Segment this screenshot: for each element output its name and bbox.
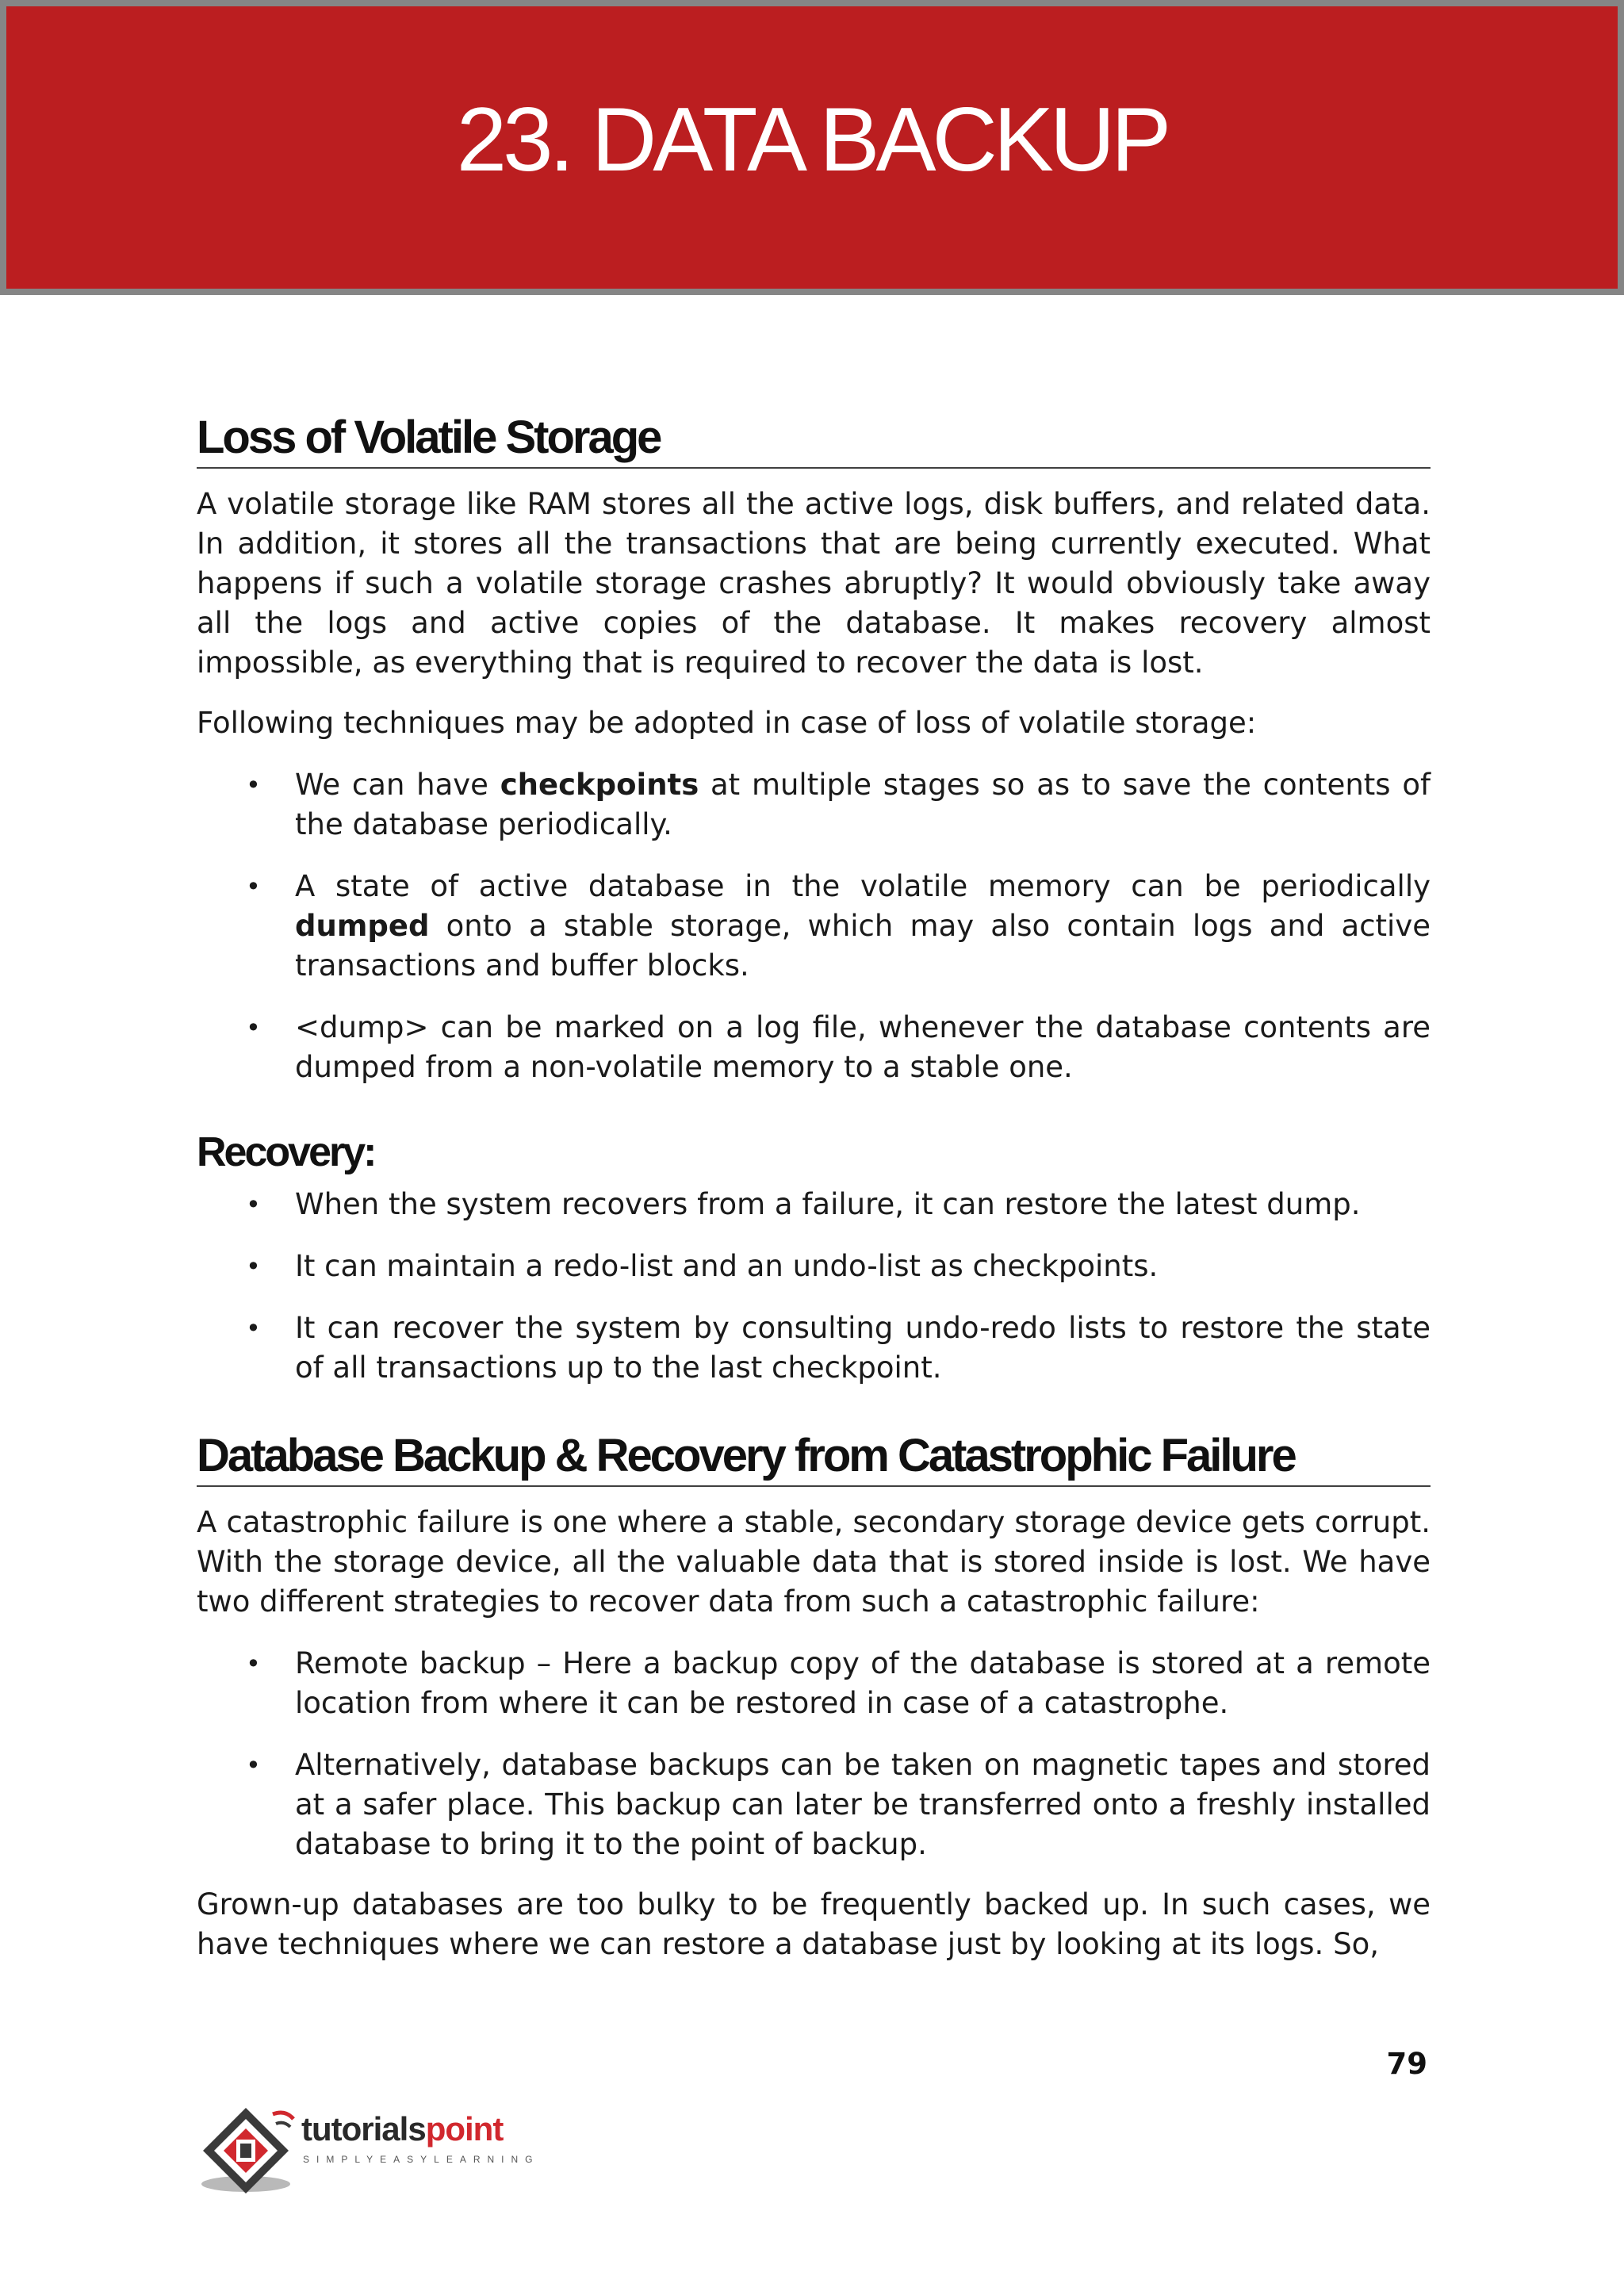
chapter-banner — [0, 0, 1624, 295]
list-item: • Alternatively, database backups can be taken on magnetic tapes and stored at a safer place. This backup can later be transferred onto a freshly installed database to bring it to the point of backup. — [197, 1745, 1431, 1864]
list-item: • Remote backup – Here a backup copy of the database is stored at a remote location from where it can be restored in case of a catastrophe. — [197, 1644, 1431, 1723]
logo-wordmark: tutorialspoint — [301, 2110, 504, 2147]
list-item: • It can recover the system by consulting undo-redo lists to restore the state of all transactions up to the last checkpoint. — [197, 1308, 1431, 1388]
paragraph-volatile-intro: A volatile storage like RAM stores all the active logs, disk buffers, and related data. In addition, it stores all the transactions that are being currently executed. What happens if such a volatile storage crashes abruptly? It would obviously take away all the logs and active copies of the database. It makes recovery almost impossible, as everything that is required to recover the data is lost. — [197, 486, 1431, 680]
page-number: 79 — [1386, 2047, 1427, 2081]
section-heading-volatile: Loss of Volatile Storage — [197, 412, 1431, 469]
bullet-list-volatile — [197, 765, 1431, 1087]
bullet-list-catastrophic — [197, 1644, 1431, 1864]
page-content — [197, 412, 1431, 1964]
paragraph-catastrophic-closing: Grown-up databases are too bulky to be frequently backed up. In such cases, we have techniques where we can restore a database just by looking at its logs. So, — [197, 1887, 1431, 1962]
section-heading-catastrophic: Database Backup & Recovery from Catastrophic Failure — [197, 1431, 1431, 1487]
logo-emblem-icon — [197, 2102, 300, 2197]
list-item: • A state of active database in the volatile memory can be periodically dumped onto a stable storage, which may also contain logs and active transactions and buffer blocks. — [197, 867, 1431, 986]
list-item: • It can maintain a redo-list and an undo-list as checkpoints. — [197, 1247, 1431, 1286]
list-item: • <dump> can be marked on a log file, whenever the database contents are dumped from a non-volatile memory to a stable one. — [197, 1008, 1431, 1087]
list-item: • When the system recovers from a failure, it can restore the latest dump. — [197, 1185, 1431, 1224]
paragraph-volatile-lead: Following techniques may be adopted in case of loss of volatile storage: — [197, 705, 1257, 740]
tutorialspoint-logo — [197, 2102, 569, 2197]
list-item: • We can have checkpoints at multiple stages so as to save the contents of the database periodically. — [197, 765, 1431, 845]
section-heading-recovery: Recovery: — [197, 1128, 375, 1175]
paragraph-catastrophic-intro: A catastrophic failure is one where a stable, secondary storage device gets corrupt. With the storage device, all the valuable data that is stored inside is lost. We have two different strategies to recover data from such a catastrophic failure: — [197, 1505, 1431, 1619]
logo-tagline: SIMPLYEASYLEARNING — [303, 2154, 540, 2165]
bullet-list-recovery — [197, 1185, 1431, 1388]
chapter-title: 23. DATA BACKUP — [456, 90, 1168, 190]
